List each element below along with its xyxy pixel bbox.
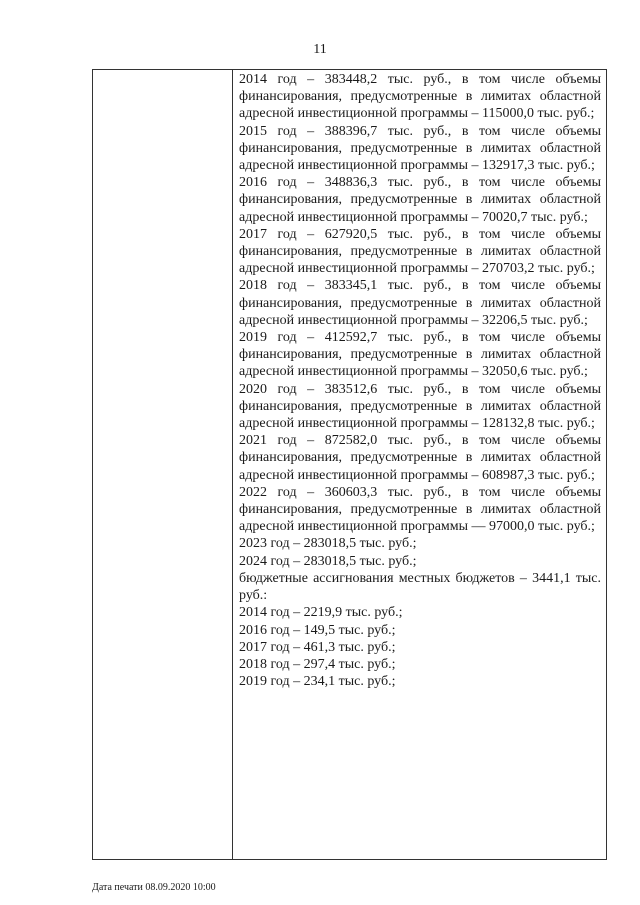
funding-year-line: 2023 год – 283018,5 тыс. руб.; [239, 536, 417, 552]
short-lines-b [239, 604, 601, 690]
short-lines-a [239, 535, 601, 569]
funding-year-block: 2020 год – 383512,6 тыс. руб., в том числе объемы финансирования, предусмотренные в лимитах областной адресной инвестиционной программы – 128132,8 тыс. руб.; [239, 381, 601, 432]
funding-table [92, 69, 607, 860]
funding-year-block: 2022 год – 360603,3 тыс. руб., в том числе объемы финансирования, предусмотренные в лимитах областной адресной инвестиционной программы — 97000,0 тыс. руб.; [239, 484, 601, 535]
local-budget-heading: бюджетные ассигнования местных бюджетов – 3441,1 тыс. руб.: [239, 570, 601, 604]
funding-blocks [239, 71, 601, 535]
funding-year-block: 2021 год – 872582,0 тыс. руб., в том числе объемы финансирования, предусмотренные в лимитах областной адресной инвестиционной программы – 608987,3 тыс. руб.; [239, 433, 601, 483]
funding-year-block: 2019 год – 412592,7 тыс. руб., в том числе объемы финансирования, предусмотренные в лимитах областной адресной инвестиционной программы – 32050,6 тыс. руб.; [239, 330, 601, 380]
funding-year-line: 2016 год – 149,5 тыс. руб.; [239, 622, 396, 638]
funding-year-block: 2015 год – 388396,7 тыс. руб., в том числе объемы финансирования, предусмотренные в лимитах областной адресной инвестиционной программы – 132917,3 тыс. руб.; [239, 123, 601, 174]
funding-cell [239, 71, 601, 690]
funding-year-line: 2017 год – 461,3 тыс. руб.; [239, 639, 396, 655]
funding-year-block: 2014 год – 383448,2 тыс. руб., в том числе объемы финансирования, предусмотренные в лимитах областной адресной инвестиционной программы – 115000,0 тыс. руб.; [239, 72, 601, 122]
page-number: 11 [313, 42, 327, 57]
funding-year-line: 2018 год – 297,4 тыс. руб.; [239, 656, 396, 672]
print-date: Дата печати 08.09.2020 10:00 [92, 882, 216, 893]
funding-year-block: 2017 год – 627920,5 тыс. руб., в том числе объемы финансирования, предусмотренные в лимитах областной адресной инвестиционной программы – 270703,2 тыс. руб.; [239, 226, 601, 277]
funding-year-block: 2018 год – 383345,1 тыс. руб., в том числе объемы финансирования, предусмотренные в лимитах областной адресной инвестиционной программы – 32206,5 тыс. руб.; [239, 278, 601, 328]
funding-year-line: 2014 год – 2219,9 тыс. руб.; [239, 605, 403, 621]
funding-year-line: 2019 год – 234,1 тыс. руб.; [239, 674, 396, 690]
funding-year-block: 2016 год – 348836,3 тыс. руб., в том числе объемы финансирования, предусмотренные в лимитах областной адресной инвестиционной программы – 70020,7 тыс. руб.; [239, 175, 601, 225]
funding-year-line: 2024 год – 283018,5 тыс. руб.; [239, 553, 417, 569]
column-divider [232, 70, 233, 859]
